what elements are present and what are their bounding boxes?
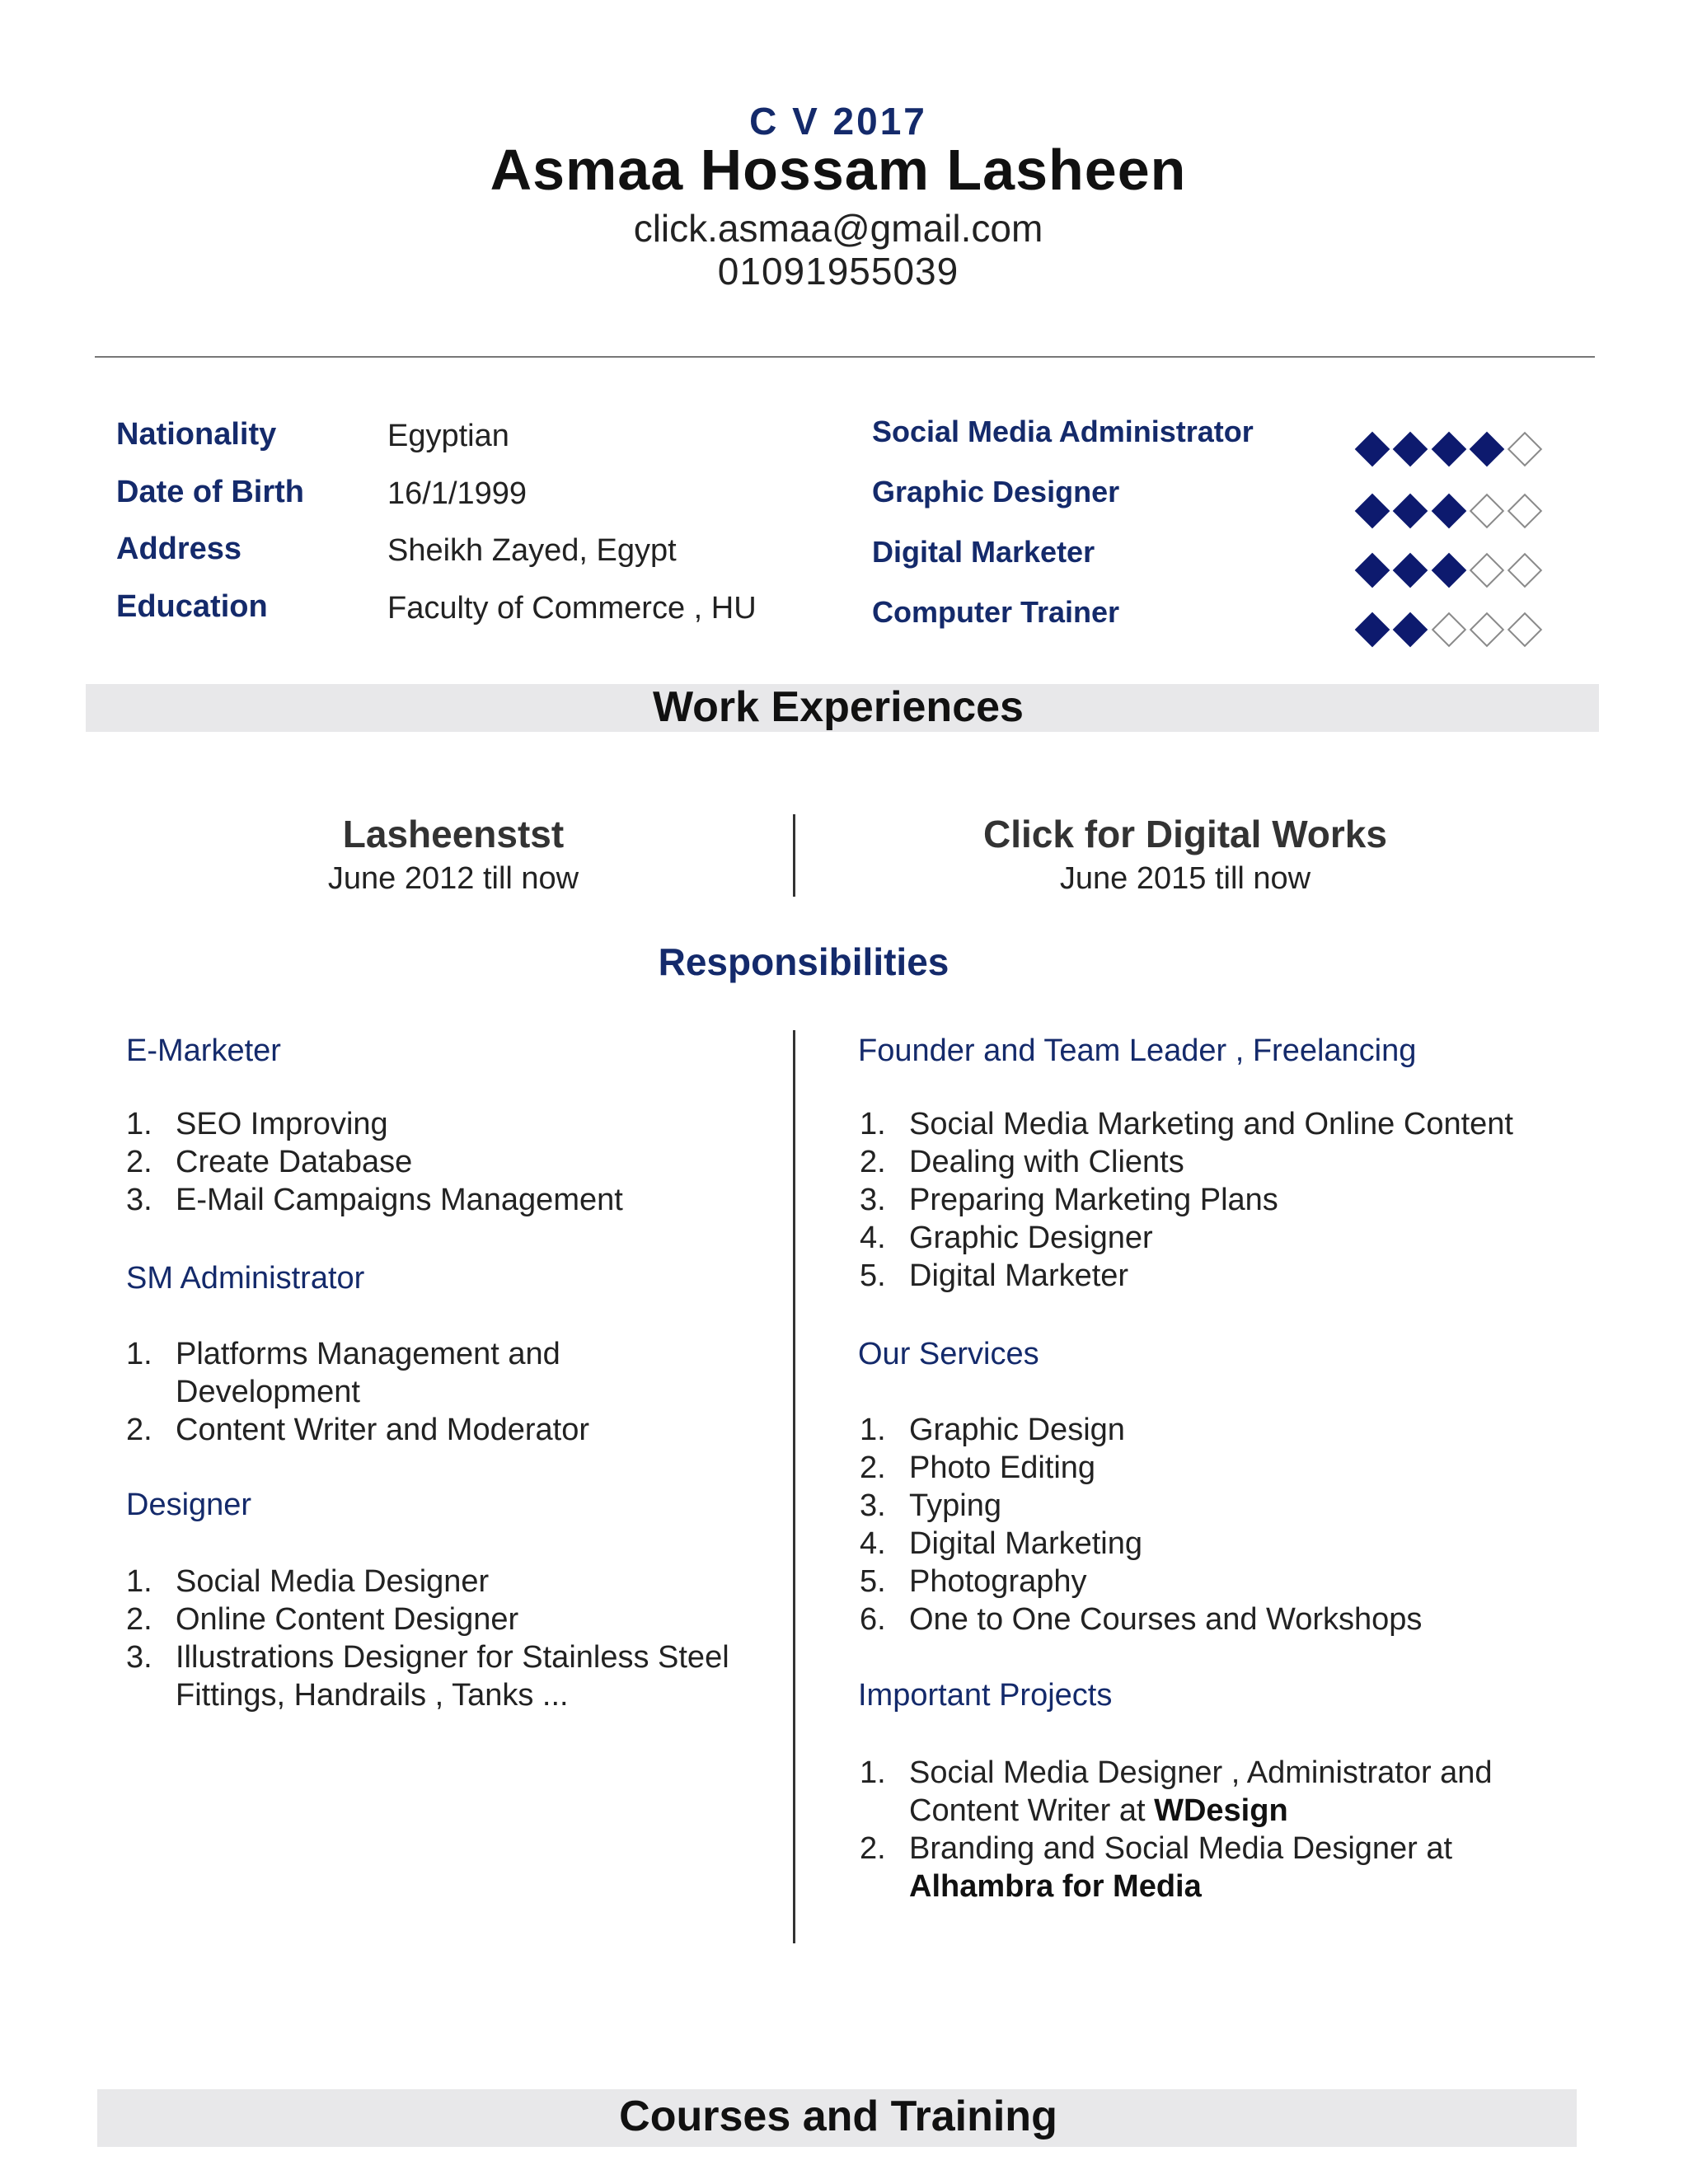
- role-list: [126, 1563, 785, 1714]
- list-item: 1. SEO Improving: [126, 1107, 388, 1141]
- phone-text: 01091955039: [717, 250, 959, 293]
- skill-rating: [1360, 437, 1550, 462]
- courses-title: Courses and Training: [619, 2093, 1057, 2140]
- role-heading: Designer: [126, 1488, 252, 1522]
- list-item: 2. Create Database: [126, 1145, 413, 1179]
- nationality-label: Nationality: [116, 417, 277, 452]
- filled-diamond-icon: [1393, 553, 1428, 588]
- skill-label: Computer Trainer: [872, 595, 1120, 629]
- filled-diamond-icon: [1355, 612, 1390, 647]
- skill-label: Graphic Designer: [872, 475, 1120, 509]
- services-list: [860, 1411, 1601, 1638]
- skill-rating: [1360, 617, 1550, 642]
- empty-diamond-icon: [1507, 494, 1542, 528]
- filled-diamond-icon: [1393, 612, 1428, 647]
- company-name: Click for Digital Works: [983, 813, 1387, 855]
- cv-year-title: C V 2017: [749, 100, 927, 143]
- person-name: Asmaa Hossam Lasheen: [490, 138, 1187, 202]
- empty-diamond-icon: [1470, 494, 1504, 528]
- company-name: Lasheenstst: [342, 813, 565, 855]
- list-item: 1. Platforms Management and Development: [126, 1337, 560, 1409]
- filled-diamond-icon: [1393, 432, 1428, 466]
- filled-diamond-icon: [1431, 553, 1465, 588]
- list-item: 1. Social Media Marketing and Online Content: [860, 1107, 1513, 1141]
- filled-diamond-icon: [1355, 494, 1390, 528]
- company-divider: [793, 814, 795, 897]
- empty-diamond-icon: [1470, 612, 1504, 647]
- header-divider: [95, 356, 1595, 358]
- role-heading: Founder and Team Leader , Freelancing: [858, 1033, 1417, 1068]
- list-item: 2. Online Content Designer: [126, 1602, 519, 1637]
- work-experiences-title: Work Experiences: [653, 683, 1024, 731]
- list-item: 1. Social Media Designer: [126, 1564, 490, 1599]
- projects-list: [860, 1754, 1552, 1905]
- role-list: [126, 1335, 621, 1449]
- role-heading: E-Marketer: [126, 1033, 281, 1068]
- list-item: 4. Digital Marketing: [860, 1526, 1142, 1561]
- list-item: 4. Graphic Designer: [860, 1221, 1153, 1255]
- empty-diamond-icon: [1507, 432, 1542, 466]
- birth-date-value: 16/1/1999: [387, 476, 528, 511]
- skill-label: Digital Marketer: [872, 535, 1095, 569]
- list-item: 2. Branding and Social Media Designer at Alhambra for Media: [860, 1831, 1453, 1904]
- skill-label: Social Media Administrator: [872, 415, 1254, 448]
- list-item: 5. Digital Marketer: [860, 1258, 1129, 1293]
- role-list: [860, 1105, 1601, 1295]
- empty-diamond-icon: [1431, 612, 1465, 647]
- section-heading: Important Projects: [858, 1678, 1113, 1713]
- section-heading: Our Services: [858, 1337, 1039, 1371]
- company-period: June 2012 till now: [327, 861, 579, 896]
- birth-date-label: Date of Birth: [116, 475, 304, 509]
- list-item: 1. Graphic Design: [860, 1413, 1125, 1447]
- empty-diamond-icon: [1470, 553, 1504, 588]
- filled-diamond-icon: [1470, 432, 1504, 466]
- role-heading: SM Administrator: [126, 1261, 365, 1296]
- list-item: 3. Illustrations Designer for Stainless Steel Fittings, Handrails , Tanks ...: [126, 1640, 729, 1713]
- filled-diamond-icon: [1431, 432, 1465, 466]
- filled-diamond-icon: [1393, 494, 1428, 528]
- company-period: June 2015 till now: [1059, 861, 1311, 896]
- list-item: 5. Photography: [860, 1564, 1087, 1599]
- list-item: 1. Social Media Designer , Administrator and Content Writer at WDesign: [860, 1755, 1493, 1828]
- list-item: 2. Dealing with Clients: [860, 1145, 1184, 1179]
- education-value: Faculty of Commerce , HU: [387, 591, 757, 626]
- skill-rating: [1360, 558, 1550, 583]
- responsibilities-title: Responsibilities: [658, 940, 950, 983]
- filled-diamond-icon: [1355, 432, 1390, 466]
- nationality-value: Egyptian: [387, 419, 509, 453]
- filled-diamond-icon: [1355, 553, 1390, 588]
- skill-rating: [1360, 499, 1550, 523]
- education-label: Education: [116, 589, 268, 624]
- list-item: 2. Content Writer and Moderator: [126, 1413, 589, 1447]
- list-item: 3. E-Mail Campaigns Management: [126, 1183, 623, 1217]
- list-item: 3. Typing: [860, 1488, 1001, 1523]
- filled-diamond-icon: [1431, 494, 1465, 528]
- role-list: [126, 1105, 753, 1219]
- list-item: 3. Preparing Marketing Plans: [860, 1183, 1278, 1217]
- address-value: Sheikh Zayed, Egypt: [387, 533, 677, 568]
- address-label: Address: [116, 532, 242, 566]
- list-item: 2. Photo Editing: [860, 1451, 1096, 1485]
- responsibilities-divider: [793, 1030, 795, 1943]
- empty-diamond-icon: [1507, 553, 1542, 588]
- empty-diamond-icon: [1507, 612, 1542, 647]
- list-item: 6. One to One Courses and Workshops: [860, 1602, 1423, 1637]
- email-text: click.asmaa@gmail.com: [633, 207, 1043, 250]
